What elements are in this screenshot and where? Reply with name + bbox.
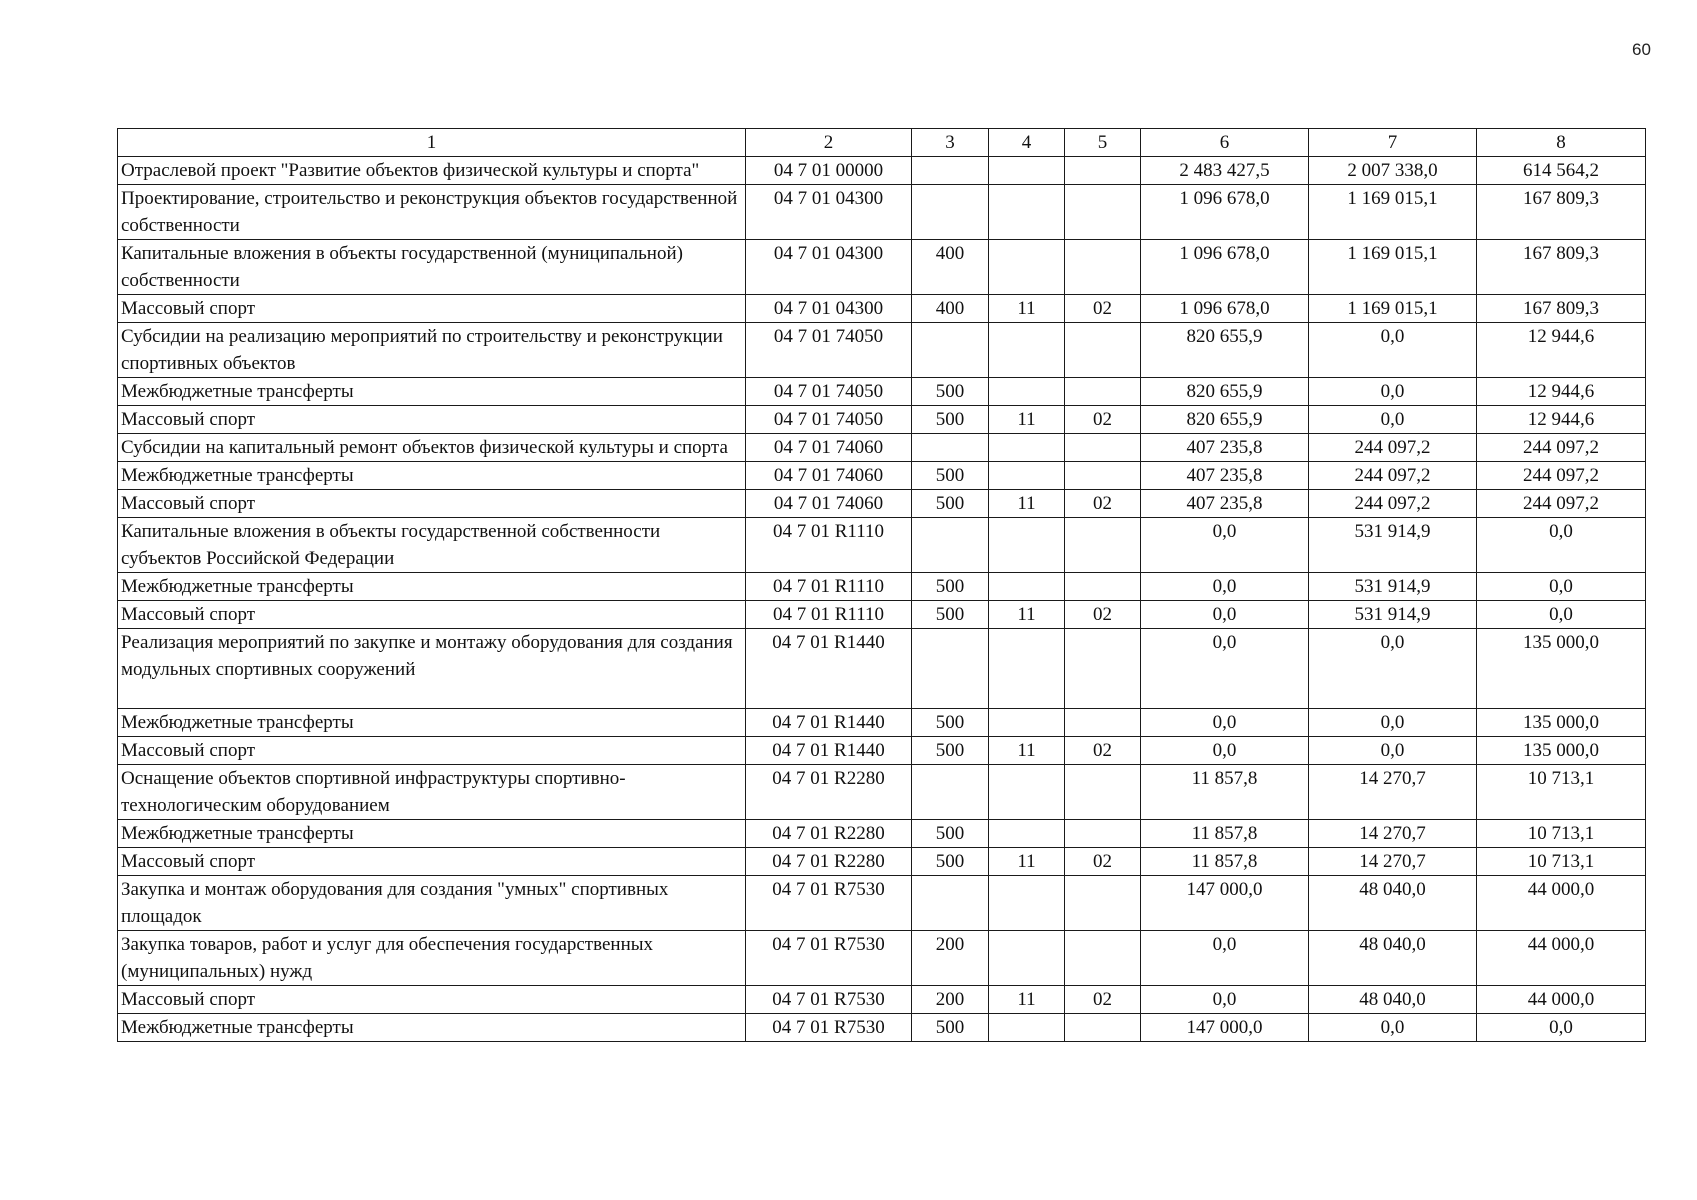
budget-code: 04 7 01 R7530 (746, 876, 912, 931)
section (989, 518, 1065, 573)
amount-col8: 12 944,6 (1477, 378, 1646, 406)
amount-col8: 135 000,0 (1477, 629, 1646, 709)
budget-code: 04 7 01 R1110 (746, 518, 912, 573)
amount-col6: 1 096 678,0 (1141, 240, 1309, 295)
subsection (1065, 323, 1141, 378)
amount-col7: 244 097,2 (1309, 462, 1477, 490)
amount-col7: 0,0 (1309, 709, 1477, 737)
subsection: 02 (1065, 986, 1141, 1014)
amount-col6: 1 096 678,0 (1141, 295, 1309, 323)
expense-type (912, 185, 989, 240)
amount-col7: 0,0 (1309, 323, 1477, 378)
expense-type: 500 (912, 601, 989, 629)
subsection (1065, 573, 1141, 601)
subsection: 02 (1065, 295, 1141, 323)
budget-code: 04 7 01 R1440 (746, 629, 912, 709)
subsection (1065, 765, 1141, 820)
row-name: Субсидии на реализацию мероприятий по строительству и реконструкции спортивных объектов (118, 323, 746, 378)
expense-type: 500 (912, 820, 989, 848)
amount-col7: 48 040,0 (1309, 876, 1477, 931)
table-row (118, 709, 1646, 737)
table-row (118, 406, 1646, 434)
section: 11 (989, 848, 1065, 876)
amount-col6: 1 096 678,0 (1141, 185, 1309, 240)
amount-col7: 531 914,9 (1309, 573, 1477, 601)
amount-col8: 0,0 (1477, 573, 1646, 601)
subsection (1065, 931, 1141, 986)
table-row (118, 765, 1646, 820)
amount-col8: 244 097,2 (1477, 434, 1646, 462)
subsection (1065, 876, 1141, 931)
amount-col7: 0,0 (1309, 1014, 1477, 1042)
row-name: Проектирование, строительство и реконструкция объектов государственной собственности (118, 185, 746, 240)
page-number: 60 (1632, 40, 1651, 59)
amount-col7: 48 040,0 (1309, 931, 1477, 986)
budget-code: 04 7 01 74050 (746, 406, 912, 434)
budget-code: 04 7 01 74060 (746, 462, 912, 490)
table-row (118, 820, 1646, 848)
budget-table (117, 128, 1646, 1042)
amount-col7: 14 270,7 (1309, 765, 1477, 820)
table-row (118, 986, 1646, 1014)
section (989, 931, 1065, 986)
table-row (118, 378, 1646, 406)
budget-code: 04 7 01 74050 (746, 323, 912, 378)
row-name: Капитальные вложения в объекты государственной собственности субъектов Российской Федерации (118, 518, 746, 573)
amount-col6: 0,0 (1141, 709, 1309, 737)
amount-col8: 12 944,6 (1477, 323, 1646, 378)
table-row (118, 434, 1646, 462)
amount-col7: 1 169 015,1 (1309, 185, 1477, 240)
amount-col6: 0,0 (1141, 931, 1309, 986)
table-row (118, 601, 1646, 629)
column-number: 1 (118, 129, 746, 157)
section (989, 820, 1065, 848)
subsection (1065, 518, 1141, 573)
budget-code: 04 7 01 04300 (746, 185, 912, 240)
row-name: Массовый спорт (118, 490, 746, 518)
column-number-row (118, 129, 1646, 157)
row-name: Массовый спорт (118, 848, 746, 876)
amount-col8: 10 713,1 (1477, 820, 1646, 848)
expense-type: 400 (912, 295, 989, 323)
table-row (118, 185, 1646, 240)
expense-type (912, 157, 989, 185)
row-name: Отраслевой проект "Развитие объектов физической культуры и спорта" (118, 157, 746, 185)
amount-col8: 44 000,0 (1477, 876, 1646, 931)
table-row (118, 323, 1646, 378)
column-number: 3 (912, 129, 989, 157)
amount-col7: 531 914,9 (1309, 601, 1477, 629)
subsection: 02 (1065, 490, 1141, 518)
section (989, 378, 1065, 406)
section: 11 (989, 406, 1065, 434)
row-name: Межбюджетные трансферты (118, 709, 746, 737)
amount-col6: 0,0 (1141, 518, 1309, 573)
amount-col8: 10 713,1 (1477, 765, 1646, 820)
subsection (1065, 185, 1141, 240)
expense-type: 200 (912, 931, 989, 986)
amount-col6: 11 857,8 (1141, 848, 1309, 876)
amount-col8: 135 000,0 (1477, 709, 1646, 737)
amount-col6: 147 000,0 (1141, 876, 1309, 931)
subsection (1065, 709, 1141, 737)
table-row (118, 876, 1646, 931)
column-number: 4 (989, 129, 1065, 157)
amount-col8: 244 097,2 (1477, 490, 1646, 518)
expense-type (912, 765, 989, 820)
expense-type: 500 (912, 737, 989, 765)
subsection (1065, 462, 1141, 490)
row-name: Капитальные вложения в объекты государственной (муниципальной) собственности (118, 240, 746, 295)
amount-col6: 11 857,8 (1141, 765, 1309, 820)
expense-type: 500 (912, 462, 989, 490)
section (989, 240, 1065, 295)
column-number: 5 (1065, 129, 1141, 157)
table-row (118, 1014, 1646, 1042)
amount-col8: 44 000,0 (1477, 986, 1646, 1014)
row-name: Субсидии на капитальный ремонт объектов физической культуры и спорта (118, 434, 746, 462)
column-number: 7 (1309, 129, 1477, 157)
amount-col7: 0,0 (1309, 737, 1477, 765)
expense-type (912, 434, 989, 462)
table-row (118, 931, 1646, 986)
amount-col6: 820 655,9 (1141, 378, 1309, 406)
section (989, 185, 1065, 240)
table-row (118, 518, 1646, 573)
budget-code: 04 7 01 R2280 (746, 765, 912, 820)
subsection: 02 (1065, 601, 1141, 629)
expense-type: 500 (912, 709, 989, 737)
table-row (118, 462, 1646, 490)
budget-code: 04 7 01 R7530 (746, 931, 912, 986)
amount-col6: 0,0 (1141, 737, 1309, 765)
amount-col8: 0,0 (1477, 1014, 1646, 1042)
amount-col8: 167 809,3 (1477, 240, 1646, 295)
amount-col6: 0,0 (1141, 629, 1309, 709)
budget-code: 04 7 01 R1440 (746, 737, 912, 765)
subsection (1065, 157, 1141, 185)
amount-col7: 14 270,7 (1309, 848, 1477, 876)
amount-col8: 244 097,2 (1477, 462, 1646, 490)
section: 11 (989, 601, 1065, 629)
amount-col6: 147 000,0 (1141, 1014, 1309, 1042)
row-name: Закупка и монтаж оборудования для создания "умных" спортивных площадок (118, 876, 746, 931)
amount-col7: 14 270,7 (1309, 820, 1477, 848)
row-name: Межбюджетные трансферты (118, 378, 746, 406)
amount-col8: 44 000,0 (1477, 931, 1646, 986)
expense-type: 500 (912, 1014, 989, 1042)
subsection: 02 (1065, 406, 1141, 434)
section (989, 157, 1065, 185)
column-number: 8 (1477, 129, 1646, 157)
table-row (118, 573, 1646, 601)
amount-col8: 0,0 (1477, 601, 1646, 629)
subsection (1065, 1014, 1141, 1042)
row-name: Оснащение объектов спортивной инфраструктуры спортивно-технологическим оборудованием (118, 765, 746, 820)
section: 11 (989, 295, 1065, 323)
expense-type: 500 (912, 848, 989, 876)
amount-col6: 407 235,8 (1141, 490, 1309, 518)
section (989, 573, 1065, 601)
table-row (118, 240, 1646, 295)
budget-code: 04 7 01 R7530 (746, 986, 912, 1014)
row-name: Реализация мероприятий по закупке и монтажу оборудования для создания модульных спортивных сооружений (118, 629, 746, 709)
budget-code: 04 7 01 74050 (746, 378, 912, 406)
table-row (118, 737, 1646, 765)
row-name: Закупка товаров, работ и услуг для обеспечения государственных (муниципальных) нужд (118, 931, 746, 986)
expense-type (912, 323, 989, 378)
amount-col6: 0,0 (1141, 573, 1309, 601)
section (989, 876, 1065, 931)
table-row (118, 295, 1646, 323)
row-name: Межбюджетные трансферты (118, 820, 746, 848)
expense-type: 400 (912, 240, 989, 295)
subsection (1065, 378, 1141, 406)
amount-col7: 244 097,2 (1309, 490, 1477, 518)
budget-code: 04 7 01 R2280 (746, 848, 912, 876)
amount-col8: 167 809,3 (1477, 295, 1646, 323)
budget-code: 04 7 01 R1110 (746, 601, 912, 629)
amount-col6: 0,0 (1141, 601, 1309, 629)
section: 11 (989, 490, 1065, 518)
expense-type: 500 (912, 378, 989, 406)
amount-col6: 820 655,9 (1141, 323, 1309, 378)
amount-col7: 244 097,2 (1309, 434, 1477, 462)
subsection (1065, 434, 1141, 462)
amount-col7: 0,0 (1309, 378, 1477, 406)
expense-type (912, 518, 989, 573)
amount-col7: 1 169 015,1 (1309, 295, 1477, 323)
amount-col8: 135 000,0 (1477, 737, 1646, 765)
budget-code: 04 7 01 04300 (746, 295, 912, 323)
section (989, 709, 1065, 737)
row-name: Межбюджетные трансферты (118, 1014, 746, 1042)
amount-col6: 11 857,8 (1141, 820, 1309, 848)
subsection (1065, 629, 1141, 709)
budget-code: 04 7 01 R2280 (746, 820, 912, 848)
amount-col7: 531 914,9 (1309, 518, 1477, 573)
budget-code: 04 7 01 74060 (746, 434, 912, 462)
table-row (118, 157, 1646, 185)
row-name: Массовый спорт (118, 406, 746, 434)
amount-col7: 48 040,0 (1309, 986, 1477, 1014)
budget-code: 04 7 01 R1440 (746, 709, 912, 737)
section: 11 (989, 986, 1065, 1014)
table-row (118, 848, 1646, 876)
amount-col6: 407 235,8 (1141, 434, 1309, 462)
budget-code: 04 7 01 04300 (746, 240, 912, 295)
amount-col7: 0,0 (1309, 406, 1477, 434)
amount-col8: 0,0 (1477, 518, 1646, 573)
column-number: 2 (746, 129, 912, 157)
expense-type: 500 (912, 490, 989, 518)
expense-type (912, 629, 989, 709)
section (989, 323, 1065, 378)
section (989, 434, 1065, 462)
amount-col6: 407 235,8 (1141, 462, 1309, 490)
amount-col7: 1 169 015,1 (1309, 240, 1477, 295)
table-row (118, 629, 1646, 709)
row-name: Массовый спорт (118, 737, 746, 765)
amount-col6: 0,0 (1141, 986, 1309, 1014)
section (989, 1014, 1065, 1042)
row-name: Массовый спорт (118, 295, 746, 323)
column-number: 6 (1141, 129, 1309, 157)
section (989, 765, 1065, 820)
amount-col8: 167 809,3 (1477, 185, 1646, 240)
table-row (118, 490, 1646, 518)
amount-col8: 614 564,2 (1477, 157, 1646, 185)
row-name: Массовый спорт (118, 601, 746, 629)
row-name: Межбюджетные трансферты (118, 573, 746, 601)
amount-col8: 10 713,1 (1477, 848, 1646, 876)
budget-code: 04 7 01 R1110 (746, 573, 912, 601)
amount-col6: 820 655,9 (1141, 406, 1309, 434)
subsection: 02 (1065, 848, 1141, 876)
amount-col7: 2 007 338,0 (1309, 157, 1477, 185)
budget-code: 04 7 01 00000 (746, 157, 912, 185)
expense-type: 500 (912, 406, 989, 434)
amount-col8: 12 944,6 (1477, 406, 1646, 434)
subsection: 02 (1065, 737, 1141, 765)
budget-code: 04 7 01 74060 (746, 490, 912, 518)
row-name: Межбюджетные трансферты (118, 462, 746, 490)
expense-type: 500 (912, 573, 989, 601)
subsection (1065, 240, 1141, 295)
amount-col6: 2 483 427,5 (1141, 157, 1309, 185)
section (989, 629, 1065, 709)
section (989, 462, 1065, 490)
expense-type (912, 876, 989, 931)
amount-col7: 0,0 (1309, 629, 1477, 709)
row-name: Массовый спорт (118, 986, 746, 1014)
budget-code: 04 7 01 R7530 (746, 1014, 912, 1042)
section: 11 (989, 737, 1065, 765)
subsection (1065, 820, 1141, 848)
expense-type: 200 (912, 986, 989, 1014)
